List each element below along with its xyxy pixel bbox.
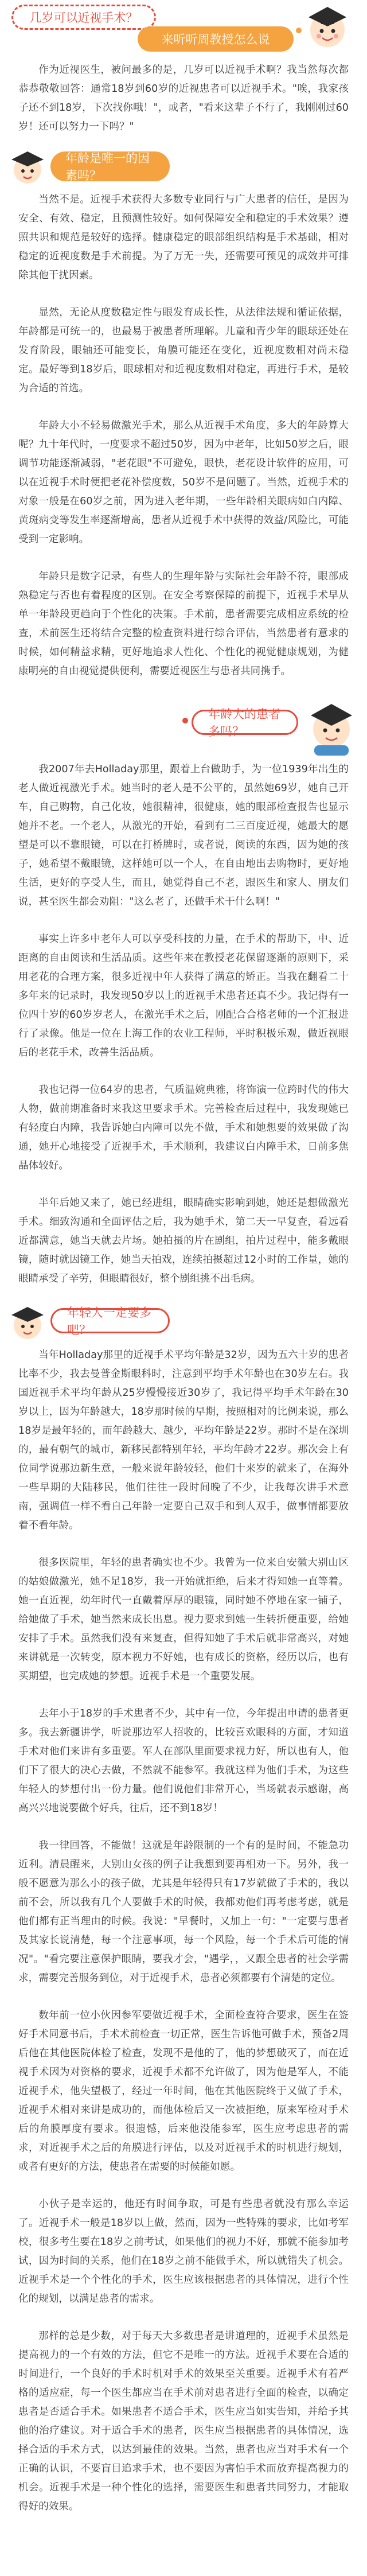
section-header-1	[0, 0, 367, 55]
section-title: 年龄是唯一的因素吗？	[65, 151, 150, 182]
paragraph: 年龄大小不轻易做激光手术，那么从近视手术角度，多大的年龄算大呢？九十年代时，一度要求不超过50岁，因为中老年，比如50岁之后，眼调节功能逐渐减弱，"老花眼"不可避免，眼快，老花设计软件的应用，可以在近视手术时便把老花补偿度数，50岁不是问题了。当然，近视手术的对象一般是在60岁之前，因为进入老年期，一些年龄相关眼病如白内障、黄斑病变等发生率逐渐增高，患者从近视手术中获得的效益/风险比，可能受到一定影响。	[18, 420, 349, 545]
paragraph: 半年后她又来了，她已经进组，眼睛确实影响到她，她还是想做激光手术。细致沟通和全面评估之后，我为她手术，第二天一早复查，看远看近都满意，她当天就去片场。她拍摄的片在剧组，拍片过程中，能多戴眼镜，随时就因镜工作，她当天拍戏，连续拍摄超过12小时的工作量，她的眼睛承受了辛劳，但眼睛很好，整个剧组挑不出毛病。	[18, 1197, 349, 1285]
paragraph: 作为近视医生，被问最多的是，几岁可以近视手术啊？我当然每次都恭恭敬敬回答：通常18岁到60岁的近视患者可以近视手术。"唉，我家孩子还不到18岁，下次找你哦！"，或者，"看来这辈子不行了，我刚刚过60岁！还可以努力一下吗？"	[18, 64, 349, 133]
paragraph: 事实上许多中老年人可以享受科技的力量，在手术的帮助下，中、近距离的自由阅读和生活品质。这些年来在教授老花保留逐渐的原则下，采用老花的合理方案，很多近视中年人获得了满意的矫正。当我在翻看二十多年来的记录时，我发现50岁以上的近视手术患者还真不少。我记得有一位四十岁的60岁岁老人，在激光手术之后，刚配合合格老师的一个汇报进行了录像。他是一位在上海工作的农业工程师，平时积极乐观，做近视眼后的老花手术，改善生活品质。	[18, 933, 349, 1059]
section-title: 年龄大的患者多吗？	[208, 707, 280, 738]
section-title-bar	[50, 151, 170, 181]
paragraph: 我2007年去Holladay那里，跟着上台做助手，为一位1939年出生的老人做近视激光手术。她当时的老人是不公平的，虽然她69岁，她自己开车，自己购物，自己化妆，她很精神，很健康，她的眼部检查报告也显示她并不老。一个老人，从激光的开始，看到有二三百度近视，她最大的愿望是可以不靠眼镜，可以在打桥牌时，或者说，阅读的东西，因为她的孩子，她希望不戴眼镜，这样她可以一个人，在自由地出去购物时，更好地生活，更好的享受人生，而且，她觉得自己不老，跟医生和家人、朋友们说，甚至医生都会劝阻："这么老了，还做手术干什么啊！"	[18, 764, 349, 908]
paragraph: 我也记得一位64岁的患者，气质温婉典雅，将饰演一位跨时代的伟大人物，做前期准备时来我这里要求手术。完善检查后过程中，我发现她已有轻度白内障，我告诉她白内障可以先不做，手术和她想要的效果做了沟通，她开心地接受了近视手术，手术顺利，我建议白内障手术，日前多焦晶体较好。	[18, 1084, 349, 1172]
decorative-dot	[182, 718, 188, 723]
paragraph: 年龄只是数字记录，有些人的生理年龄与实际社会年龄不符，眼部成熟稳定与否也有着程度的区别。在安全考察保障的前提下，近视手术早从单一年龄段更趋向于个性化的决策。手术前，患者需要完成相应系统的检查，术前医生还将结合完整的检查资料进行综合评估，当然患者有意求的时候，如何精益求精，更好地追求人性化、个性化的视觉健康规划，为健康明亮的自由视觉提供便利，需要近视医生与患者共同携手。	[18, 571, 349, 677]
section-header-2	[0, 146, 367, 190]
paragraph: 那样的总是少数，对于每天大多数患者是讲道理的，近视手术虽然是提高视力的一个有效的方法，但它不是唯一的方法。近视手术要在合适的时间进行，一个良好的手术时机对手术的效果至关重要。近视手术有着严格的适应症，每一个医生都应当在手术前对患者进行全面的检查，以确定患者是否适合手术。如果患者不适合手术，医生应当如实告知，并给予其他的治疗建议。对于适合手术的患者，医生应当根据患者的具体情况，选择合适的手术方式，以达到最佳的效果。当然，患者也应当对手术有一个正确的认识，不要盲目追求手术，也不要因为害怕手术而放弃提高视力的机会。近视手术是一种个性化的选择，需要医生和患者共同努力，才能取得好的效果。	[18, 2330, 349, 2512]
section-subtitle: 来听听周教授怎么说	[161, 33, 270, 46]
doctor-avatar-icon	[6, 1303, 49, 1344]
section-header-4	[0, 1301, 367, 1346]
paragraph: 很多医院里，年轻的患者确实也不少。我曾为一位来自安徽大别山区的姑娘做激光，她不足18岁，我一开始就拒绝，后来才得知她一直等着。她一直近视，幼年时代一直戴着厚厚的眼镜，同时她不停地在家一铺子，给她做了手术，她当然来成长出息。视力要求到她一生转折便重要，给她安排了手术。虽然我们没有来复查，但得知她了手术后就非常高兴，对她来讲就是一次转变，原本视力不好她，也有成长的资格，经历以后，也有买期望，也完成她的梦想。近视手术是一个重要发展。	[18, 1557, 349, 1682]
question-bubble	[192, 707, 298, 738]
question-bubble	[11, 5, 156, 30]
paragraph: 显然，无论从度数稳定性与眼发育成长性，从法律法规和循证依据，年龄都是可统一的，也最易于被患者所理解。儿童和青少年的眼球还处在发育阶段，眼轴还可能变长，角膜可能还在变化，近视度数相对尚未稳定。最好等到18岁后，眼球相对和近视度数相对稳定，再进行手术，是较为合适的首选。	[18, 307, 349, 394]
paragraph: 我一律回答，不能做！这就是年龄限制的一个有的是时间，不能急功近利。清晨醒来，大别山女孩的例子让我想到要再相劝一下。另外，我一般不愿意为那么小的孩子做，尤其是年轻得只有17岁就做了手术的，我以前不会，所以我有几个人要做手术的时候，我都劝他们再考虑考虑，就是他们都有正当理由的时候。我说："早餐时，又加上一句："一定要与患者及其家长说清楚，每一个注意事项，每一个风险，每一个手术后可能的情况"。"看完要注意保护眼睛，要我才会，"遇学，，又跟全患者的社会学需求，需要完善服务到位，对于近视手术，患者必须都要有个清楚的定位。	[18, 1840, 349, 1984]
paragraph: 当然不是。近视手术获得大多数专业同行与广大患者的信任，是因为安全、有效、稳定，且预测性较好。如何保障安全和稳定的手术效果？遵照共识和规范是较好的选择。健康稳定的眼部组织结构是手术基础，相对稳定的近视度数是手术前提。为了万无一失，还需要可预见的成效并可排除其他干扰因素。	[18, 194, 349, 281]
paragraph: 当年Holladay那里的近视手术平均年龄是32岁，因为五六十岁的患者比率不少，我去曼普金斯眼科时，注意到平均手术年龄也在30岁左右。我国近视手术平均年龄从25岁慢慢接近30岁了，我记得平均手术年龄在30岁以上，因为年龄越大，18岁那时候的早期，按照相对的比例来说，那么18岁是最年轻的，而年龄越大、越少，平均年龄是22岁。那时不是在深圳的，最有朝气的城市，新移民都特别年轻，平均年龄才22岁。那次会上有位同学说那边新生意，一般来说年龄较轻，他们十来岁的就来了，在海外一些早期的大陆移民，他们往往一段时间晚了不少，让我每次讲手术意南，强调值一样不看自己年龄一定要自己双手和到人双手，做事情都要放着不看年龄。	[18, 1349, 349, 1531]
section-header-3	[0, 694, 367, 760]
doctor-avatar-icon	[6, 148, 49, 188]
question-bubble	[50, 1306, 170, 1337]
paragraph: 小伙子是幸运的，他还有时间争取，可是有些患者就没有那么幸运了。近视手术一般是18岁以上做，然而，因为一些特殊的要求，比如考军校，很多考生要在18岁之前考试，如果他们的视力不好，那就不能参加考试，因为时间的关系，他们在18岁之前不能做手术，所以就错失了机会。近视手术是一个个性化的手术，医生应该根据患者的具体情况，进行个性化的规划，以满足患者的需求。	[18, 2198, 349, 2305]
paragraph: 去年小于18岁的手术患者不少，其中有一位，今年提出申请的患者更多。我去新疆讲学，听说那边军人招收的，比较喜欢眼科的方面，才知道手术对他们来讲有多重要。军人在部队里面要求视力好，所以也有人，他们下了很大的决心去做，不然就不能参军。我就这样为他们手术，为这些年轻人的梦想付出一份力量。他们说他们非常开心，当场就表示感谢，高高兴兴地说要做个好兵，往后，还不到18岁！	[18, 1708, 349, 1814]
section-title: 年轻人一定要多吧？	[67, 1306, 151, 1337]
paragraph: 数年前一位小伙因参军要做近视手术，全面检查符合要求，医生在签好手术同意书后，手术术前检查一切正常，医生告诉他可做手术，预备2周后他在其他医院体检了检查，发现不是他的了，他的梦想破灭了，而在近视手术因为对资格的要求，近视手术都不允许做了，因为他是军人，不能近视手术，他失望极了，经过一年时间，他在其他医院终于又做了手术，近视手术相对来讲是成功的，而他体检后又一次被拒绝，原来军检对手术后的角膜厚度有要求。很遗憾，后来他没能参军，医生应考虑患者的需求，对近视手术之后的角膜进行评估，以及对近视手术的时机进行规划，或者有更好的方法，使患者在需要的时候能如愿。	[18, 2010, 349, 2173]
doctor-avatar-icon	[296, 0, 359, 55]
doctor-avatar-icon	[298, 695, 365, 758]
section-title: 几岁可以近视手术？	[29, 11, 138, 25]
subtitle-bar	[138, 26, 294, 52]
